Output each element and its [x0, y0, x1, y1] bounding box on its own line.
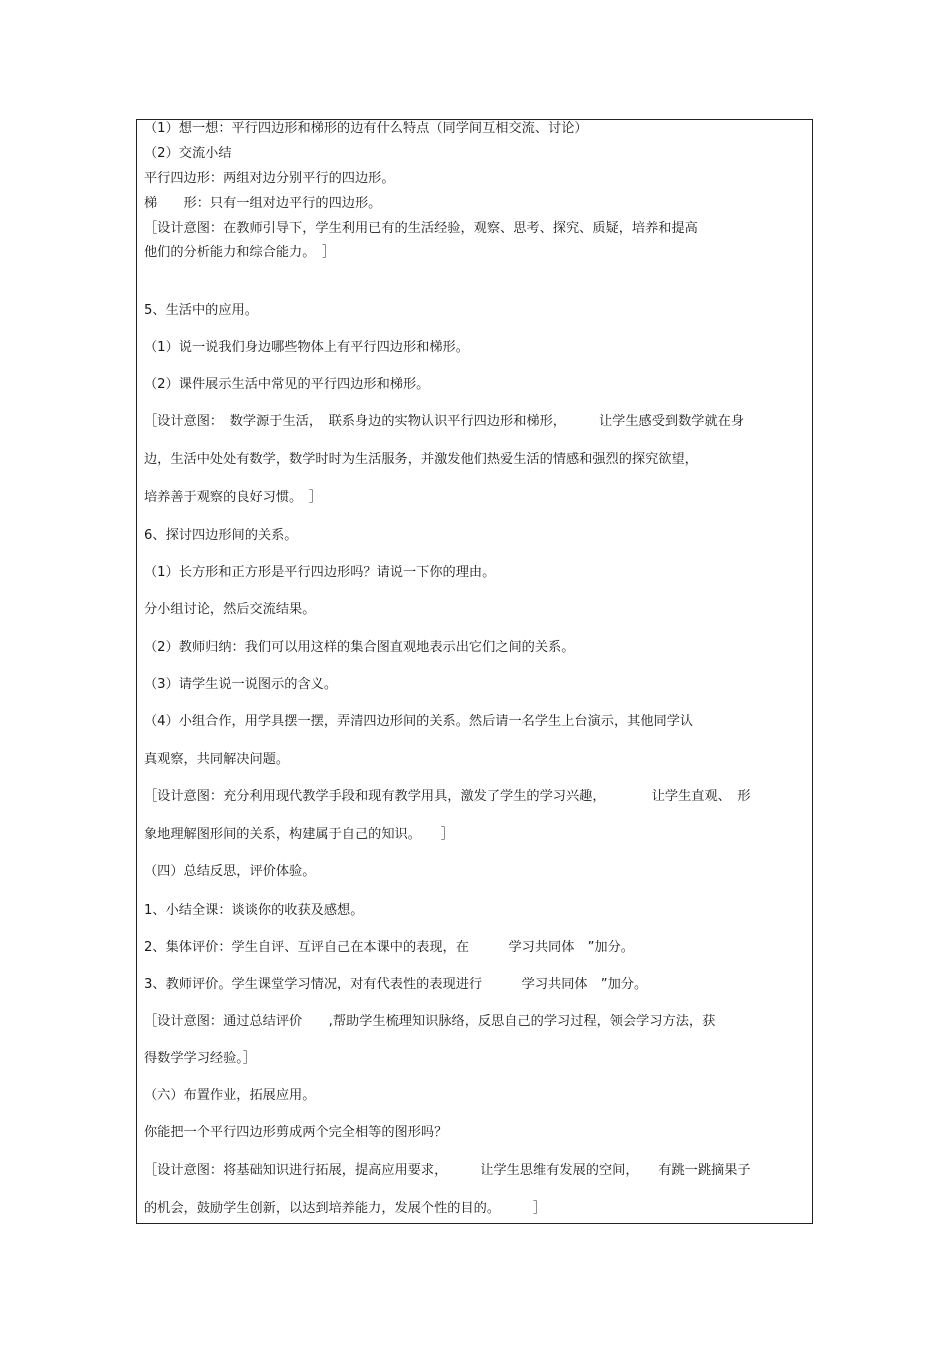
text-line: （3）请学生说一说图示的含义。: [144, 677, 338, 692]
design-intent-line: ［设计意图：将基础知识进行拓展，提高应用要求， 让学生思维有发展的空间， 有跳一跳摘果子: [144, 1163, 751, 1178]
text-line: 2、集体评价：学生自评、互评自己在本课中的表现，在 学习共同体 ”加分。: [144, 940, 634, 955]
design-intent-line: 的机会，鼓励学生创新，以达到培养能力，发展个性的目的。 ］: [144, 1201, 547, 1216]
text-line: （1）想一想：平行四边形和梯形的边有什么特点（同学间互相交流、讨论）: [144, 121, 588, 136]
text-line: 平行四边形：两组对边分别平行的四边形。: [144, 171, 395, 186]
text-line: （2）交流小结: [144, 146, 232, 161]
section-heading: 5、生活中的应用。: [144, 303, 258, 318]
text-line: 梯 形：只有一组对边平行的四边形。: [144, 196, 382, 211]
design-intent-line: ［设计意图：通过总结评价 ,帮助学生梳理知识脉络，反思自己的学习过程，领会学习方法，获: [144, 1014, 716, 1029]
design-intent-line: ［设计意图：在教师引导下，学生利用已有的生活经验，观察、思考、探究、质疑，培养和提高: [144, 221, 698, 236]
text-line: （2）教师归纳：我们可以用这样的集合图直观地表示出它们之间的关系。: [144, 640, 575, 655]
section-heading: （六）布置作业，拓展应用。: [144, 1088, 316, 1103]
text-line: 1、小结全课：谈谈你的收获及感想。: [144, 903, 364, 918]
design-intent-line: 象地理解图形间的关系，构建属于自己的知识。 ］: [144, 827, 454, 842]
design-intent-line: 他们的分析能力和综合能力。 ］: [144, 245, 336, 260]
text-line: 分小组讨论，然后交流结果。: [144, 602, 316, 617]
text-line: （1）说一说我们身边哪些物体上有平行四边形和梯形。: [144, 340, 469, 355]
text-line: 真观察，共同解决问题。: [144, 752, 290, 767]
text-line: 3、教师评价。学生课堂学习情况，对有代表性的表现进行 学习共同体 ”加分。: [144, 977, 648, 992]
design-intent-line: 得数学学习经验。］: [144, 1051, 257, 1066]
design-intent-line: ［设计意图： 数学源于生活， 联系身边的实物认识平行四边形和梯形， 让学生感受到数学就在身: [144, 414, 745, 429]
text-line: （2）课件展示生活中常见的平行四边形和梯形。: [144, 377, 430, 392]
design-intent-line: 边，生活中处处有数学，数学时时为生活服务，并激发他们热爱生活的情感和强烈的探究欲望，: [144, 452, 698, 467]
section-heading: （四）总结反思，评价体验。: [144, 864, 316, 879]
text-line: （1）长方形和正方形是平行四边形吗？请说一下你的理由。: [144, 565, 496, 580]
design-intent-line: ［设计意图：充分利用现代教学手段和现有教学用具，激发了学生的学习兴趣， 让学生直观、 形: [144, 789, 751, 804]
design-intent-line: 培养善于观察的良好习惯。 ］: [144, 490, 323, 505]
text-line: 你能把一个平行四边形剪成两个完全相等的图形吗？: [144, 1125, 448, 1140]
text-line: （4）小组合作，用学具摆一摆，弄清四边形间的关系。然后请一名学生上台演示，其他同学认: [144, 714, 694, 729]
section-heading: 6、探讨四边形间的关系。: [144, 528, 298, 543]
